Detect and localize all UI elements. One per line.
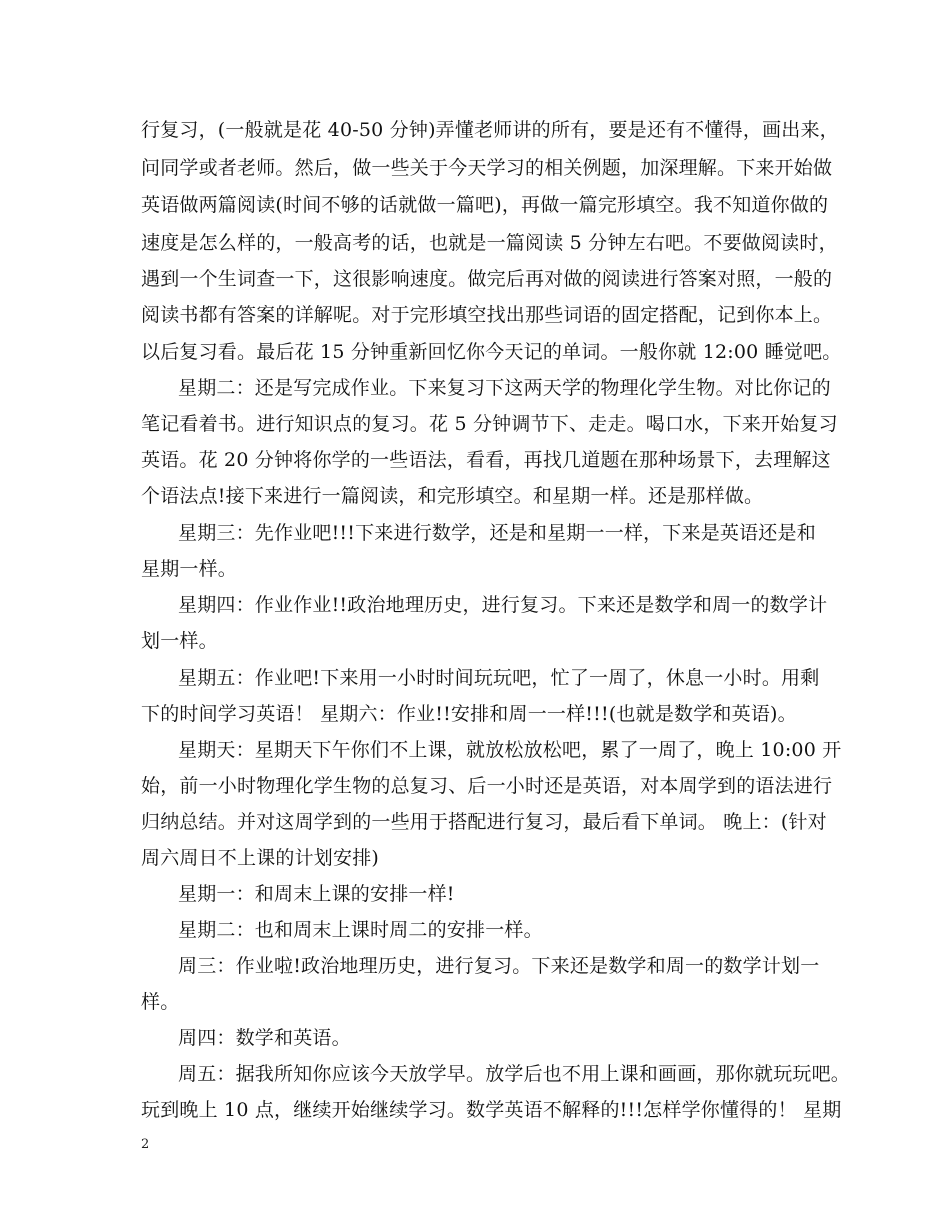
paragraph-first-line: 星期四：作业作业!!政治地理历史，进行复习。下来还是数学和周一的数学计 — [178, 594, 828, 616]
paragraph-first-line: 星期一：和周末上课的安排一样! — [178, 883, 455, 905]
text-line: 问同学或者老师。然后，做一些关于今天学习的相关例题，加深理解。下来开始做 — [141, 157, 833, 179]
paragraph-first-line: 周三：作业啦!政治地理历史，进行复习。下来还是数学和周一的数学计划一 — [178, 955, 820, 977]
text-line: 星期一样。 — [141, 558, 238, 580]
text-line: 下的时间学习英语！ 星期六：作业!!安排和周一一样!!!(也就是数学和英语)。 — [141, 703, 797, 725]
paragraph-first-line: 星期三：先作业吧!!!下来进行数学，还是和星期一一样，下来是英语还是和 — [178, 522, 816, 544]
paragraph-first-line: 周五：据我所知你应该今天放学早。放学后也不用上课和画画，那你就玩玩吧。 — [178, 1063, 851, 1085]
paragraph-first-line: 星期二：也和周末上课时周二的安排一样。 — [178, 919, 543, 941]
text-line: 以后复习看。最后花 15 分钟重新回忆你今天记的单词。一般你就 12:00 睡觉吧。 — [141, 341, 842, 363]
text-line: 划一样。 — [141, 630, 218, 652]
text-line: 速度是怎么样的，一般高考的话，也就是一篇阅读 5 分钟左右吧。不要做阅读时， — [141, 232, 838, 254]
text-line: 英语。花 20 分钟将你学的一些语法，看看，再找几道题在那种场景下，去理解这 — [141, 449, 831, 471]
text-line: 行复习，(一般就是花 40-50 分钟)弄懂老师讲的所有，要是还有不懂得，画出来， — [141, 119, 839, 141]
page-number: 2 — [141, 1137, 150, 1152]
text-line: 遇到一个生词查一下，这很影响速度。做完后再对做的阅读进行答案对照，一般的 — [141, 268, 833, 290]
paragraph-first-line: 周四：数学和英语。 — [178, 1027, 351, 1049]
paragraph-first-line: 星期天：星期天下午你们不上课，就放松放松吧，累了一周了，晚上 10:00 开 — [178, 739, 842, 761]
text-line: 始，前一小时物理化学生物的总复习、后一小时还是英语，对本周学到的语法进行 — [141, 775, 833, 797]
paragraph-first-line: 星期五：作业吧!下来用一小时时间玩玩吧，忙了一周了，休息一小时。用剩 — [178, 667, 820, 689]
text-line: 玩到晚上 10 点，继续开始继续学习。数学英语不解释的!!!怎样学你懂得的！ 星期 — [141, 1099, 842, 1121]
paragraph-first-line: 星期二：还是写完成作业。下来复习下这两天学的物理化学生物。对比你记的 — [178, 377, 831, 399]
text-line: 周六周日不上课的计划安排) — [141, 847, 380, 869]
text-line: 英语做两篇阅读(时间不够的话就做一篇吧)，再做一篇完形填空。我不知道你做的 — [141, 194, 829, 216]
text-line: 笔记看着书。进行知识点的复习。花 5 分钟调节下、走走。喝口水，下来开始复习 — [141, 413, 838, 435]
text-line: 阅读书都有答案的详解呢。对于完形填空找出那些词语的固定搭配，记到你本上。 — [141, 304, 833, 326]
text-line: 个语法点!接下来进行一篇阅读，和完形填空。和星期一样。还是那样做。 — [141, 485, 764, 507]
text-line: 样。 — [141, 991, 180, 1013]
text-line: 归纳总结。并对这周学到的一些用于搭配进行复习，最后看下单词。 晚上：(针对 — [141, 811, 827, 833]
